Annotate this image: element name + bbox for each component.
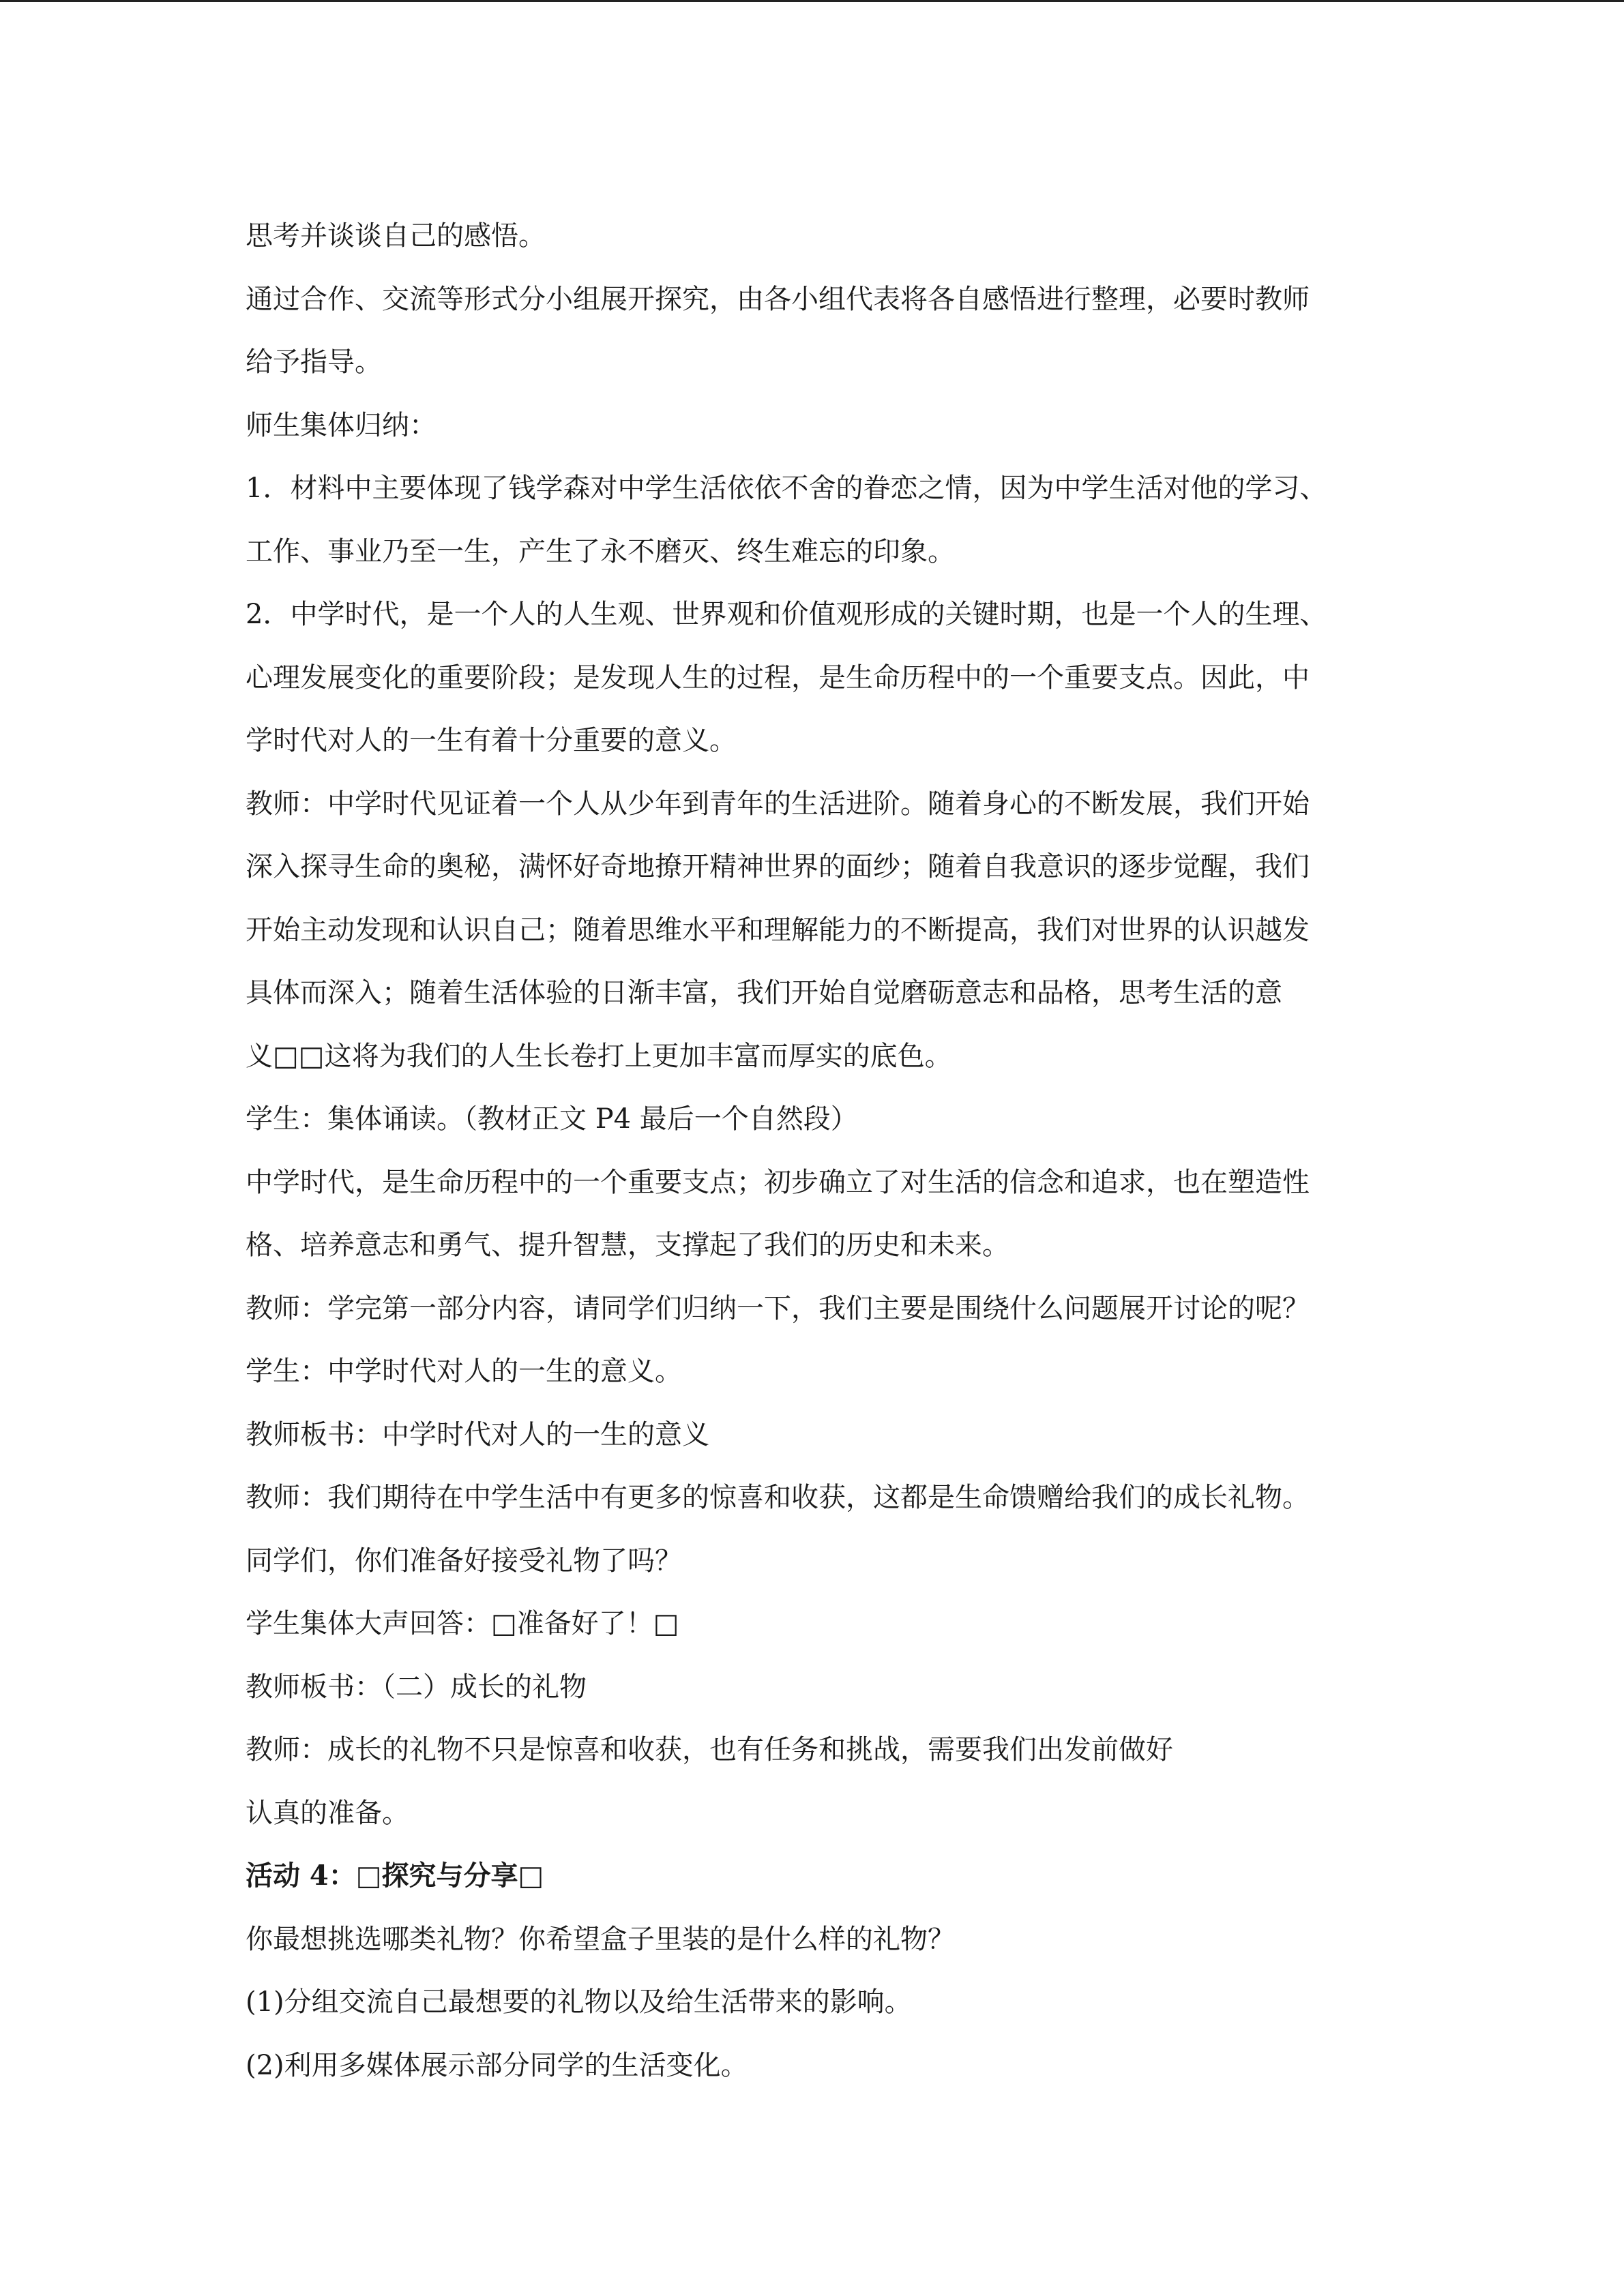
text-line: 教师板书：中学时代对人的一生的意义 [246, 1418, 709, 1450]
text-line: 学生：中学时代对人的一生的意义。 [246, 1356, 682, 1387]
text-line: 教师：中学时代见证着一个人从少年到青年的生活进阶。随着身心的不断发展，我们开始 [246, 788, 1310, 820]
text-line: 师生集体归纳： [246, 409, 437, 441]
text-line: 1．材料中主要体现了钱学森对中学生活依依不舍的眷恋之情，因为中学生活对他的学习、 [246, 473, 1327, 504]
text-line: 认真的准备。 [246, 1797, 409, 1829]
text-line: 你最想挑选哪类礼物？你希望盒子里装的是什么样的礼物？ [246, 1923, 955, 1955]
text-line: 工作、事业乃至一生，产生了永不磨灭、终生难忘的印象。 [246, 535, 955, 567]
text-line: 具体而深入；随着生活体验的日渐丰富，我们开始自觉磨砺意志和品格，思考生活的意 [246, 977, 1282, 1009]
text-line: 教师：成长的礼物不只是惊喜和收获，也有任务和挑战，需要我们出发前做好 [246, 1734, 1173, 1765]
text-line: (2)利用多媒体展示部分同学的生活变化。 [246, 2049, 748, 2081]
page-top-border [0, 0, 1624, 2]
text-line: 教师：我们期待在中学生活中有更多的惊喜和收获，这都是生命馈赠给我们的成长礼物。 [246, 1482, 1310, 1513]
text-line: 给予指导。 [246, 346, 382, 378]
text-line: 学生集体大声回答：□准备好了！□ [246, 1608, 679, 1639]
text-line: 学生：集体诵读。（教材正文 P4 最后一个自然段） [246, 1103, 858, 1135]
activity-heading: 活动 4：□探究与分享□ [246, 1860, 544, 1892]
text-line: 深入探寻生命的奥秘，满怀好奇地撩开精神世界的面纱；随着自我意识的逐步觉醒，我们 [246, 851, 1310, 882]
text-line: 中学时代，是生命历程中的一个重要支点；初步确立了对生活的信念和追求，也在塑造性 [246, 1166, 1310, 1198]
text-line: 格、培养意志和勇气、提升智慧，支撑起了我们的历史和未来。 [246, 1229, 1009, 1261]
text-line: 思考并谈谈自己的感悟。 [246, 220, 546, 252]
text-line: 通过合作、交流等形式分小组展开探究，由各小组代表将各自感悟进行整理，必要时教师 [246, 283, 1310, 315]
text-line: (1)分组交流自己最想要的礼物以及给生活带来的影响。 [246, 1986, 912, 2018]
text-line: 2．中学时代，是一个人的人生观、世界观和价值观形成的关键时期，也是一个人的生理、 [246, 599, 1327, 630]
text-line: 心理发展变化的重要阶段；是发现人生的过程，是生命历程中的一个重要支点。因此，中 [246, 661, 1310, 694]
text-line: 义□□这将为我们的人生长卷打上更加丰富而厚实的底色。 [246, 1040, 952, 1072]
text-line: 教师：学完第一部分内容，请同学们归纳一下，我们主要是围绕什么问题展开讨论的呢？ [246, 1292, 1310, 1324]
text-line: 学时代对人的一生有着十分重要的意义。 [246, 725, 737, 756]
document-body [246, 205, 1378, 2097]
text-line: 开始主动发现和认识自己；随着思维水平和理解能力的不断提高，我们对世界的认识越发 [246, 914, 1310, 946]
text-line: 同学们，你们准备好接受礼物了吗？ [246, 1545, 682, 1577]
text-line: 教师板书：（二）成长的礼物 [246, 1671, 587, 1703]
